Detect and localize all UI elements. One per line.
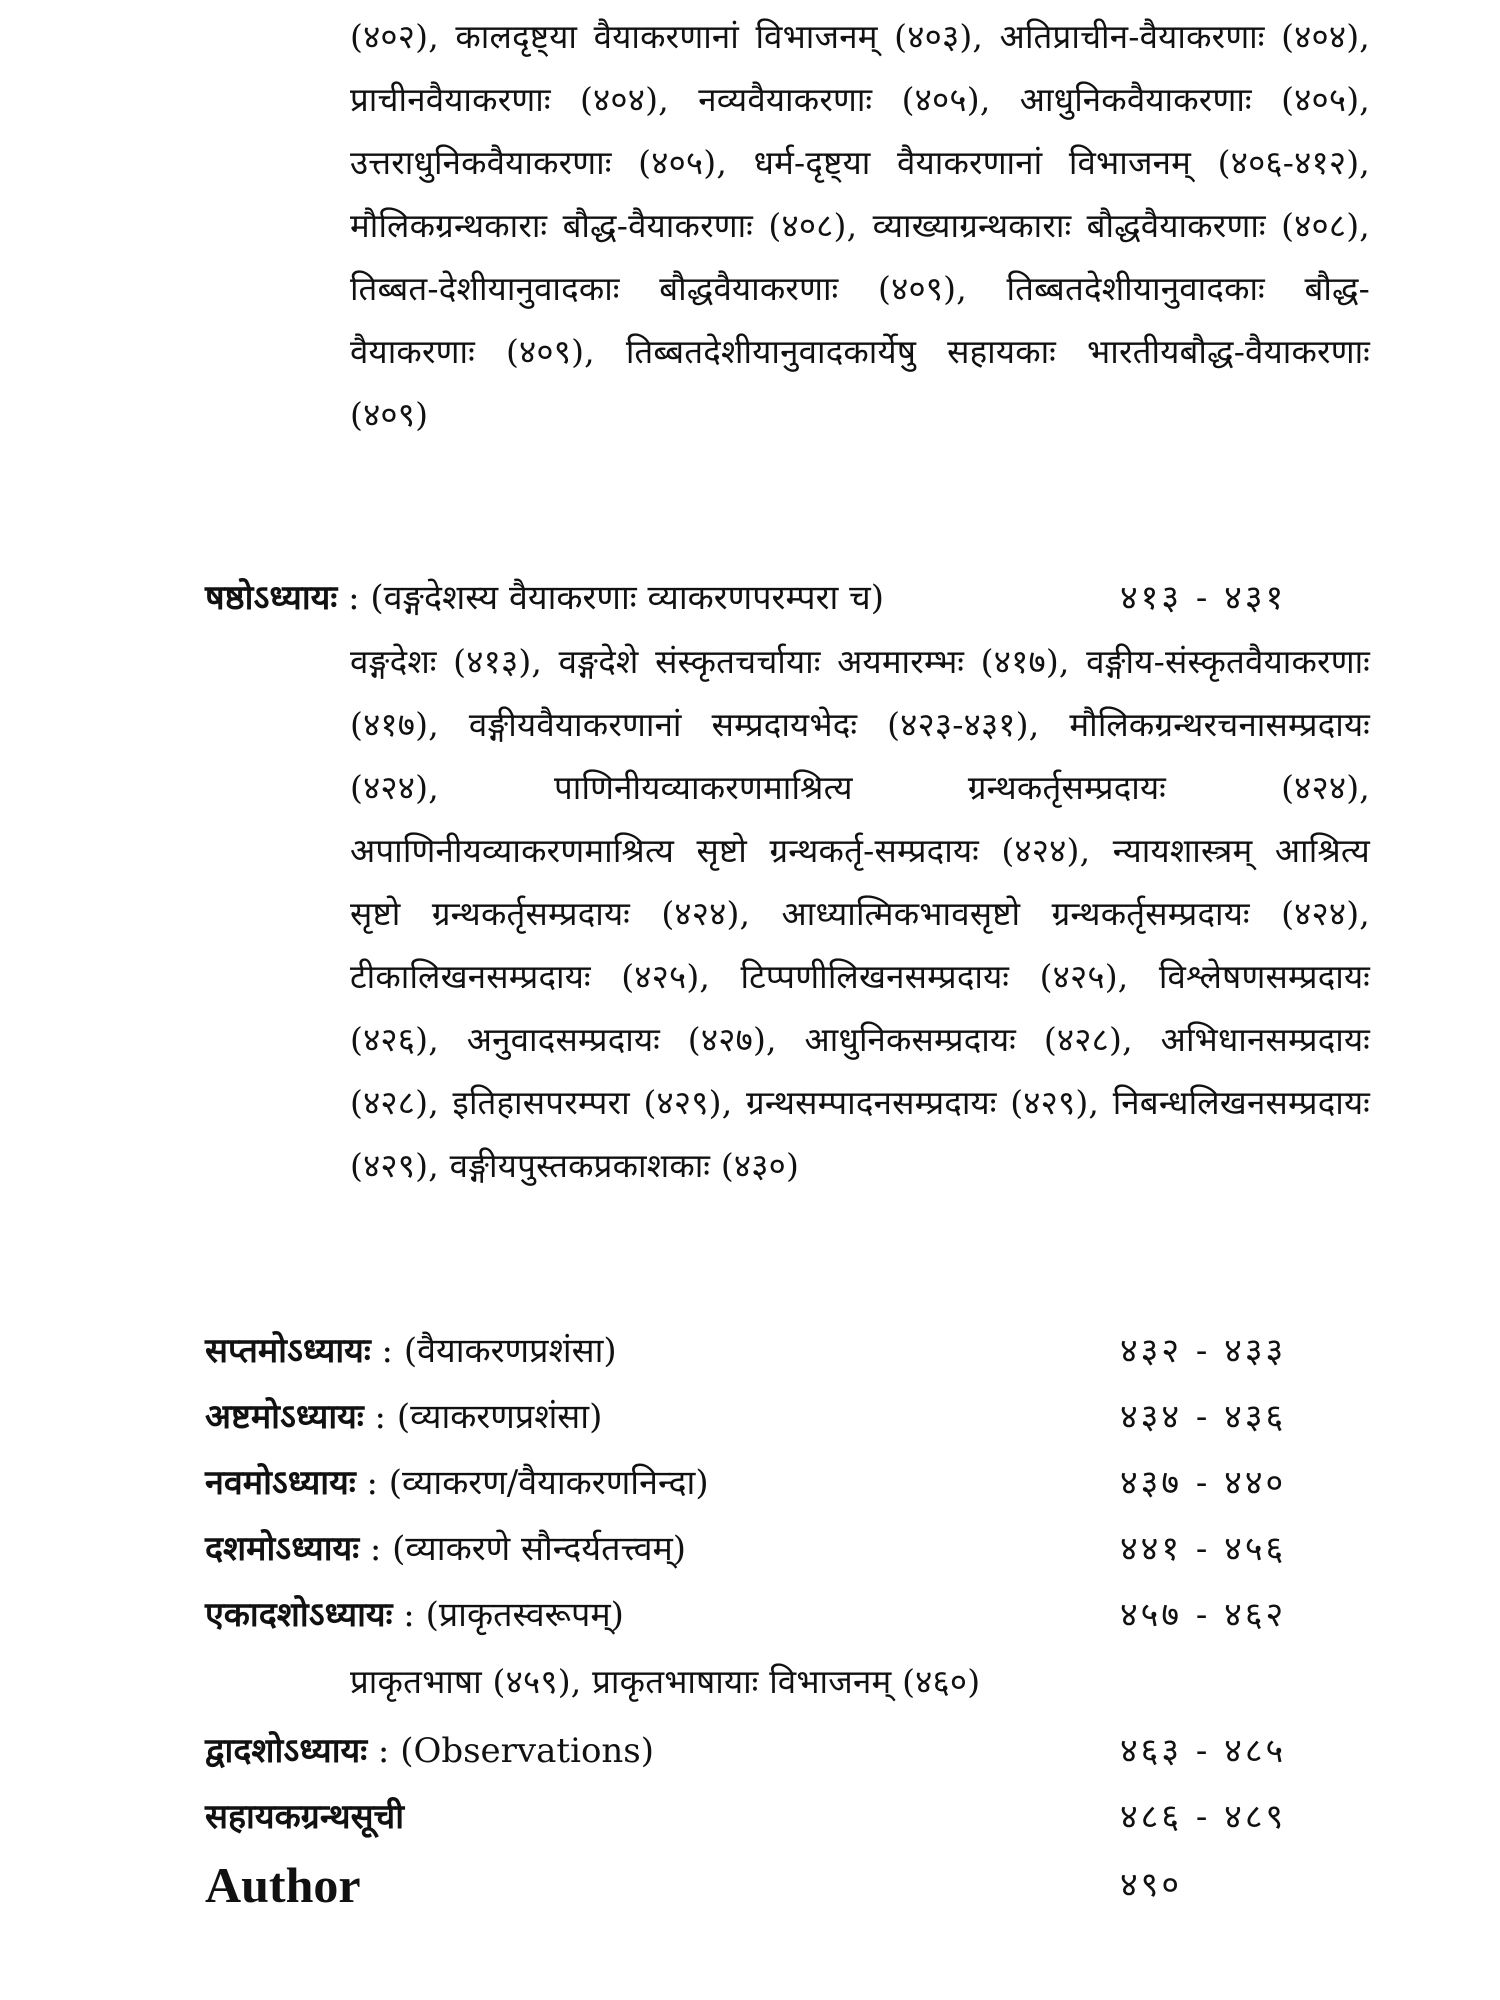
- chapter-11-details: प्राकृतभाषा (४५९), प्राकृतभाषायाः विभाजनम् (४६०): [350, 1662, 981, 1701]
- chapter-12-subtitle: (Observations): [400, 1731, 655, 1771]
- chapter-9-title: नवमोऽध्यायः: [205, 1463, 356, 1503]
- chapter-9-subtitle: (व्याकरण/वैयाकरणनिन्दा): [388, 1463, 709, 1503]
- chapter-8-pages: ४३४ - ४३६: [1120, 1397, 1287, 1437]
- chapter-10-heading: दशमोऽध्यायः : (व्याकरणे सौन्दर्यतत्त्वम्): [205, 1529, 687, 1569]
- chapter-10-row: [205, 1516, 1380, 1582]
- chapter-6-details: वङ्गदेशः (४१३), वङ्गदेशे संस्कृतचर्चायाः अयमारम्भः (४१७), वङ्गीय-संस्कृतवैयाकरणाः (४१७), वङ्गीयवैयाकरणानां सम्प्रदायभेदः (४२३-४३१), मौलिकग्रन्थरचनासम्प्रदायः (४२४), पाणिनीयव्याकरणमाश्रित्य ग्रन्थकर्तृसम्प्रदायः (४२४), अपाणिनीयव्याकरणमाश्रित्य सृष्टो ग्रन्थकर्तृ-सम्प्रदायः (४२४), न्यायशास्त्रम् आश्रित्य सृष्टो ग्रन्थकर्तृसम्प्रदायः (४२४), आध्यात्मिकभावसृष्टो ग्रन्थकर्तृसम्प्रदायः (४२४), टीकालिखनसम्प्रदायः (४२५), टिप्पणीलिखनसम्प्रदायः (४२५), विश्लेषणसम्प्रदायः (४२६), अनुवादसम्प्रदायः (४२७), आधुनिकसम्प्रदायः (४२८), अभिधानसम्प्रदायः (४२८), इतिहासपरम्परा (४२९), ग्रन्थसम्पादनसम्प्रदायः (४२९), निबन्धलिखनसम्प्रदायः (४२९), वङ्गीयपुस्तकप्रकाशकाः (४३०): [350, 642, 1370, 1185]
- bibliography-title: सहायकग्रन्थसूची: [205, 1797, 405, 1837]
- chapter-11-title: एकादशोऽध्यायः: [205, 1595, 393, 1635]
- chapter-6-heading: षष्ठोऽध्यायः : (वङ्गदेशस्य वैयाकरणाः व्याकरणपरम्परा च): [205, 578, 884, 618]
- chapter-8-row: [205, 1384, 1380, 1450]
- chapter-9-row: [205, 1450, 1380, 1516]
- chapter-6-subtitle: (वङ्गदेशस्य वैयाकरणाः व्याकरणपरम्परा च): [370, 578, 884, 618]
- bibliography-heading: [205, 1784, 404, 1850]
- chapter-10-subtitle: (व्याकरणे सौन्दर्यतत्त्वम्): [392, 1529, 687, 1569]
- chapter-9-pages: ४३७ - ४४०: [1120, 1463, 1287, 1503]
- continued-details-text: (४०२), कालदृष्ट्या वैयाकरणानां विभाजनम् (४०३), अतिप्राचीन-वैयाकरणाः (४०४), प्राचीनवैयाकरणाः (४०४), नव्यवैयाकरणाः (४०५), आधुनिकवैयाकरणाः (४०५), उत्तराधुनिकवैयाकरणाः (४०५), धर्म-दृष्ट्या वैयाकरणानां विभाजनम् (४०६-४१२), मौलिकग्रन्थकाराः बौद्ध-वैयाकरणाः (४०८), व्याख्याग्रन्थकाराः बौद्धवैयाकरणाः (४०८), तिब्बत-देशीयानुवादकाः बौद्धवैयाकरणाः (४०९), तिब्बतदेशीयानुवादकाः बौद्ध-वैयाकरणाः (४०९), तिब्बतदेशीयानुवादकार्येषु सहायकाः भारतीयबौद्ध-वैयाकरणाः (४०९): [350, 17, 1370, 434]
- chapter-8-subtitle: (व्याकरणप्रशंसा): [396, 1397, 603, 1437]
- chapter-6-details-block: [350, 630, 1370, 1197]
- chapter-12-heading: द्वादशोऽध्यायः : (Observations): [205, 1731, 655, 1771]
- chapter-10-title: दशमोऽध्यायः: [205, 1529, 360, 1569]
- chapter-8-heading: अष्टमोऽध्यायः : (व्याकरणप्रशंसा): [205, 1397, 603, 1437]
- chapter-7-subtitle: (वैयाकरणप्रशंसा): [403, 1331, 617, 1371]
- chapter-10-pages: ४४१ - ४५६: [1120, 1529, 1287, 1569]
- chapter-7-row: [205, 1318, 1380, 1384]
- author-title: Author: [205, 1857, 361, 1913]
- chapter-9-heading: नवमोऽध्यायः : (व्याकरण/वैयाकरणनिन्दा): [205, 1463, 709, 1503]
- chapter-8-title: अष्टमोऽध्यायः: [205, 1397, 364, 1437]
- chapter-7-pages: ४३२ - ४३३: [1120, 1331, 1287, 1371]
- chapter-7-title: सप्तमोऽध्यायः: [205, 1331, 371, 1371]
- bibliography-pages: ४८६ - ४८९: [1120, 1797, 1287, 1837]
- continued-details-block: [350, 5, 1370, 446]
- chapter-6-title: षष्ठोऽध्यायः: [205, 578, 338, 618]
- chapter-6-pages: ४१३ - ४३१: [1120, 578, 1287, 618]
- chapter-12-pages: ४६३ - ४८५: [1120, 1731, 1287, 1771]
- chapter-7-heading: सप्तमोऽध्यायः : (वैयाकरणप्रशंसा): [205, 1331, 617, 1371]
- chapter-12-title: द्वादशोऽध्यायः: [205, 1731, 368, 1771]
- chapter-11-subtitle: (प्राकृतस्वरूपम्): [425, 1595, 624, 1635]
- bibliography-row: [205, 1784, 1380, 1850]
- chapter-11-pages: ४५७ - ४६२: [1120, 1595, 1287, 1635]
- author-row: [205, 1852, 1380, 1918]
- chapter-6-row: [205, 565, 1380, 631]
- author-pages: ४९०: [1120, 1865, 1183, 1905]
- chapter-11-details-block: [350, 1650, 1370, 1713]
- author-heading: [205, 1852, 361, 1924]
- chapter-11-heading: एकादशोऽध्यायः : (प्राकृतस्वरूपम्): [205, 1595, 624, 1635]
- chapter-12-row: [205, 1718, 1380, 1784]
- chapter-11-row: [205, 1582, 1380, 1648]
